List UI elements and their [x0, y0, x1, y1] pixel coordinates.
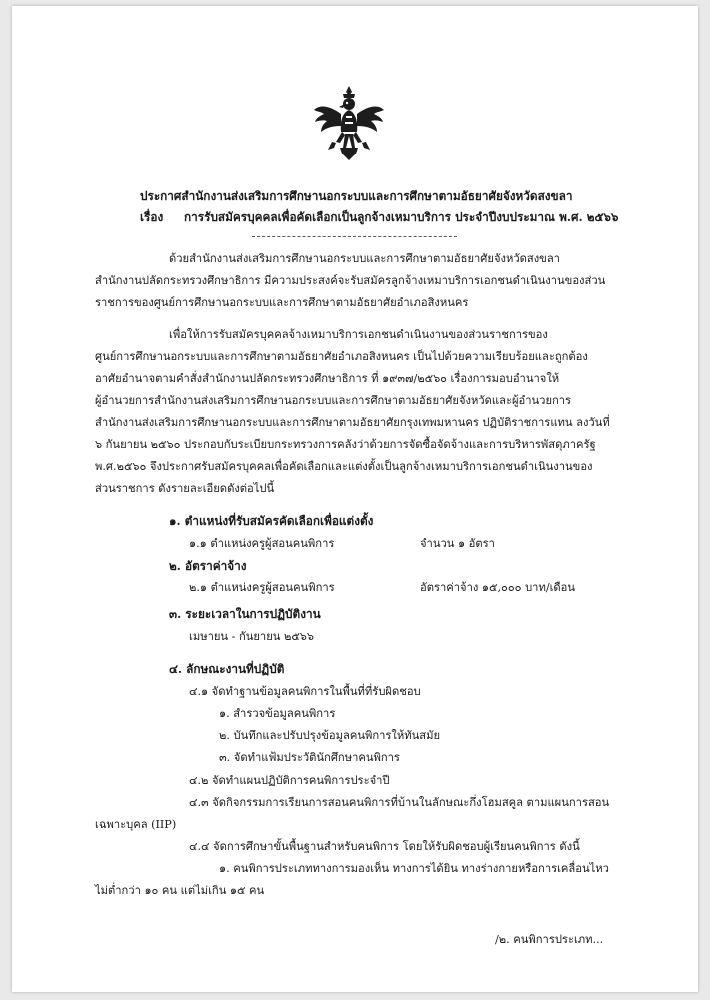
- para2-line: ส่วนราชการ ดังรายละเอียดดังต่อไปนี้: [95, 482, 275, 495]
- para2-line: ศูนย์การศึกษานอกระบบและการศึกษาตามอัธยาศัยอำเภอสิงหนคร เป็นไปด้วยความเรียบร้อยและถูกต้อง: [95, 350, 588, 363]
- section-4-1-item: ๑. สำรวจข้อมูลคนพิการ: [219, 707, 336, 720]
- section-4-2: ๔.๒ จัดทำแผนปฏิบัติการคนพิการประจำปี: [189, 774, 390, 787]
- section-4-3-cont: เฉพาะบุคล (IIP): [95, 818, 177, 831]
- section-4-4: ๔.๔ จัดการศึกษาขั้นพื้นฐานสำหรับคนพิการ โดยให้รับผิดชอบผู้เรียนคนพิการ ดังนี้: [189, 840, 580, 853]
- section-1-title: ๑. ตำแหน่งที่รับสมัครคัดเลือกเพื่อแต่งตั้ง: [169, 514, 374, 528]
- section-4-title: ๔. ลักษณะงานที่ปฏิบัติ: [169, 662, 285, 676]
- section-4-1: ๔.๑ จัดทำฐานข้อมูลคนพิการในพื้นที่ที่รับผิดชอบ: [189, 685, 421, 698]
- title-divider: [252, 236, 457, 237]
- para2-line: พ.ศ.๒๕๖๐ จึงประกาศรับสมัครบุคคลเพื่อคัดเลือกและแต่งตั้งเป็นลูกจ้างเหมาบริการเอกชนดำเนินงานของ: [95, 460, 593, 473]
- section-4-1-item: ๒. บันทึกและปรับปรุงข้อมูลคนพิการให้ทันสมัย: [219, 729, 441, 742]
- section-4-1-item: ๓. จัดทำแฟ้มประวัตินักศึกษาคนพิการ: [219, 751, 400, 764]
- page-continuation: /๒. คนพิการประเภท...: [495, 933, 604, 946]
- para2-line: ผู้อำนวยการสำนักงานส่งเสริมการศึกษานอกระบบและการศึกษาตามอัธยาศัยจังหวัดและผู้อำนวยการ: [95, 394, 572, 407]
- section-4-3: ๔.๓ จัดกิจกรรมการเรียนการสอนคนพิการที่บ้านในลักษณะกึ่งโฮมสคูล ตามแผนการสอน: [189, 796, 610, 809]
- para2-line: ๖ กันยายน ๒๕๖๐ ประกอบกับระเบียบกระทรวงการคลังว่าด้วยการจัดซื้อจัดจ้างและการบริหารพัสดุภาครัฐ: [95, 438, 596, 451]
- section-1-item: ๑.๑ ตำแหน่งครูผู้สอนคนพิการ: [189, 537, 335, 550]
- para1-line: สำนักงานปลัดกระทรวงศึกษาธิการ มีความประสงค์จะรับสมัครลูกจ้างเหมาบริการเอกชนดำเนินงานของส่วน: [95, 274, 606, 287]
- garuda-emblem-icon: [312, 84, 386, 162]
- para2-line: อาศัยอำนาจตามคำสั่งสำนักงานปลัดกระทรวงศึกษาธิการ ที่ ๑๙๓๗/๒๕๖๐ เรื่องการมอบอำนาจให้: [95, 372, 560, 385]
- para2-line: เพื่อให้การรับสมัครบุคคลจ้างเหมาบริการเอกชนดำเนินงานของส่วนราชการของ: [169, 328, 548, 341]
- announcement-title: ประกาศสำนักงานส่งเสริมการศึกษานอกระบบและการศึกษาตามอัธยาศัยจังหวัดสงขลา: [140, 189, 573, 203]
- document-page: [12, 6, 698, 992]
- section-1-value: จำนวน ๑ อัตรา: [420, 537, 495, 550]
- section-2-value: อัตราค่าจ้าง ๑๕,๐๐๐ บาท/เดือน: [420, 581, 576, 594]
- section-2-item: ๒.๑ ตำแหน่งครูผู้สอนคนพิการ: [189, 581, 335, 594]
- para2-line: สำนักงานส่งเสริมการศึกษานอกระบบและการศึกษาตามอัธยาศัยกรุงเทพมหานคร ปฏิบัติราชการแทน ลงวันที่: [95, 416, 610, 429]
- subject-text: การรับสมัครบุคคลเพื่อคัดเลือกเป็นลูกจ้างเหมาบริการ ประจำปีงบประมาณ พ.ศ. ๒๕๖๖: [184, 210, 619, 224]
- subject-label: เรื่อง: [140, 210, 164, 224]
- para1-line: ราชการของศูนย์การศึกษานอกระบบและการศึกษาตามอัธยาศัยอำเภอสิงหนคร: [95, 296, 469, 309]
- para1-line: ด้วยสำนักงานส่งเสริมการศึกษานอกระบบและการศึกษาตามอัธยาศัยจังหวัดสงขลา: [169, 252, 560, 265]
- section-4-4-item: ๑. คนพิการประเภททางการมองเห็น ทางการได้ยิน ทางร่างกายหรือการเคลื่อนไหว: [219, 862, 609, 875]
- section-3-title: ๓. ระยะเวลาในการปฏิบัติงาน: [169, 607, 321, 621]
- section-3-item: เมษายน - กันยายน ๒๕๖๖: [189, 630, 315, 643]
- section-4-4-cont: ไม่ต่ำกว่า ๑๐ คน แต่ไม่เกิน ๑๕ คน: [95, 884, 265, 897]
- section-2-title: ๒. อัตราค่าจ้าง: [169, 559, 247, 573]
